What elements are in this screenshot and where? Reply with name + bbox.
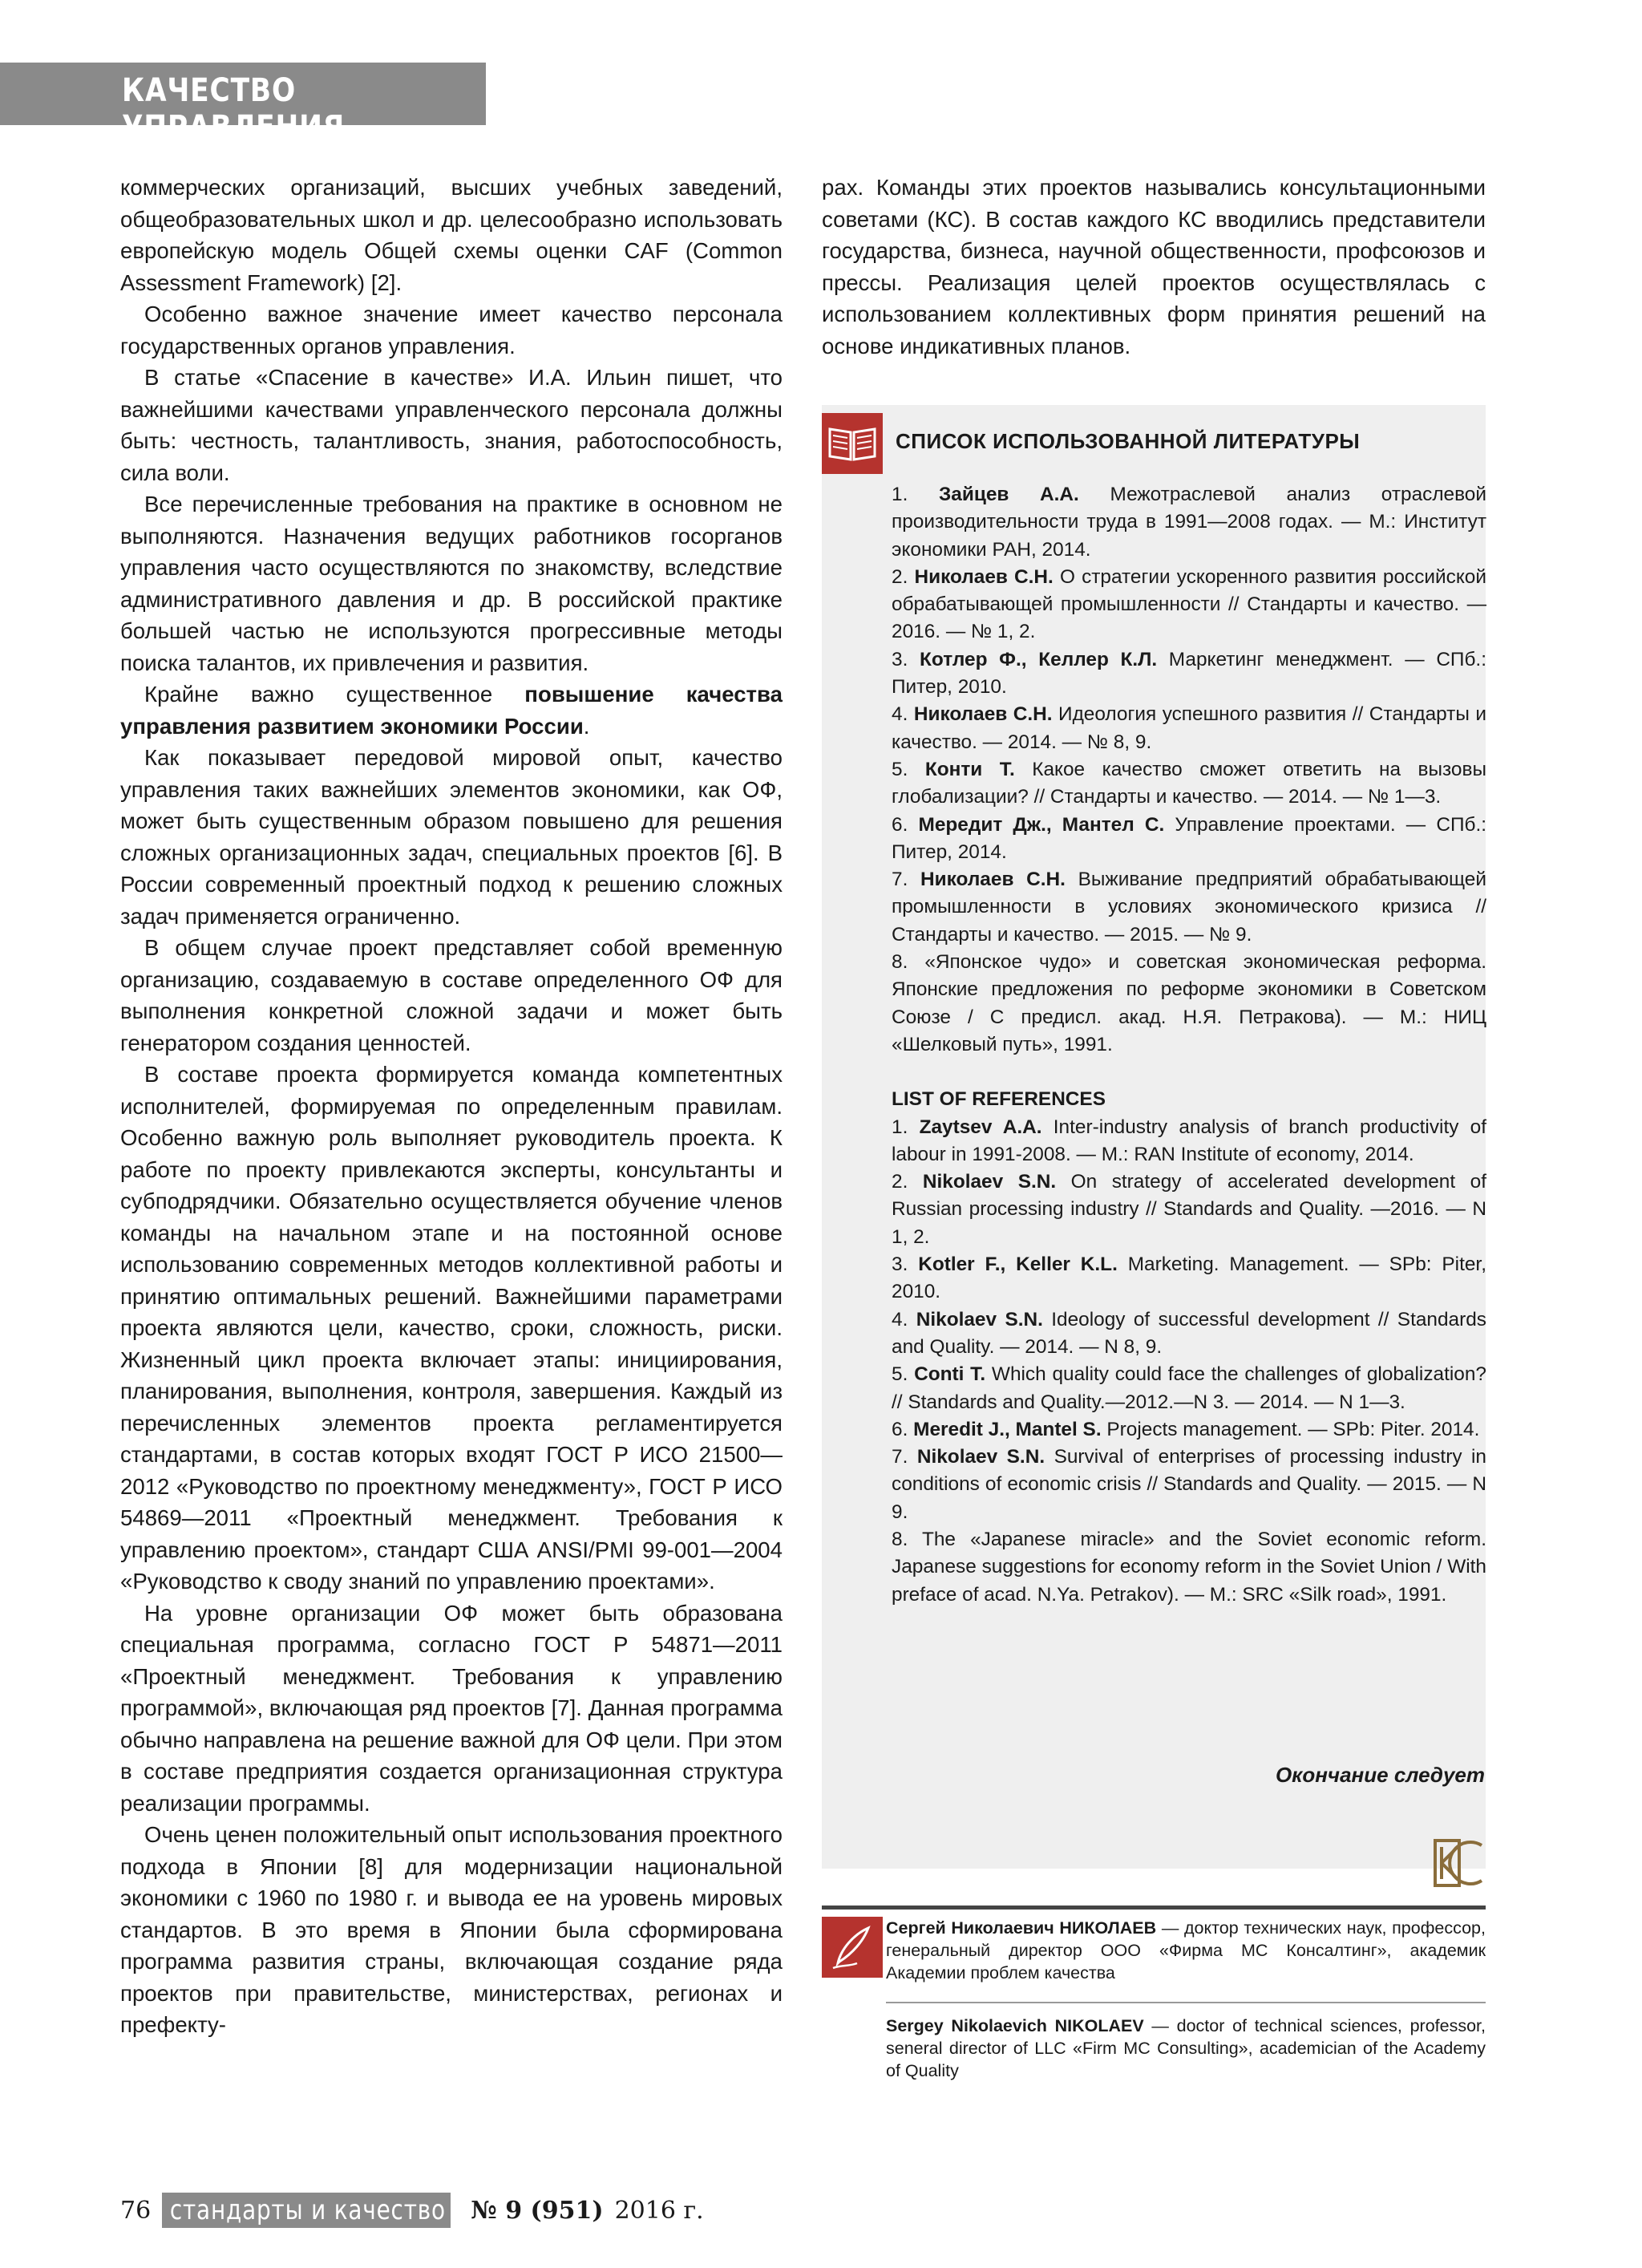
- emphasis: повышение качества управления развитием экономики России: [120, 682, 783, 739]
- reference-item: 7. Nikolaev S.N. Survival of enterprises of processing industry in conditions of economic crisis // Standards and Quality. — 2015. — N 9.: [892, 1446, 1486, 1523]
- author-info-en: Sergey Nikolaevich NIKOLAEV — doctor of technical sciences, professor, seneral director of LLC «Firm MC Consulting», academician of the Academy of Quality: [886, 2016, 1486, 2080]
- paragraph: На уровне организации ОФ может быть образована специальная программа, согласно ГОСТ Р 54871—2011 «Проектный менеджмент. Требования к управлению программой», включающая ряд проектов [7]. Данная программа обычно направлена на решение важной для ОФ цели. При этом в составе предприятия создается организационная структура реализации программы.: [120, 1600, 783, 1816]
- reference-author: Kotler F., Keller K.L.: [918, 1253, 1118, 1276]
- issue-number: № 9 (951): [471, 2196, 604, 2225]
- reference-author: Николаев С.Н.: [914, 565, 1054, 588]
- reference-author: Николаев С.Н.: [920, 869, 1066, 891]
- references-list: [892, 481, 1486, 1609]
- reference-author: Мередит Дж., Мантел С.: [918, 813, 1165, 836]
- divider: [822, 1906, 1486, 1910]
- reference-author: Meredit J., Mantel S.: [913, 1418, 1102, 1440]
- author-name: Сергей Николаевич НИКОЛАЕВ: [886, 1918, 1157, 1938]
- paragraph: Крайне важно существенное повышение качества управления развитием экономики России.: [120, 682, 783, 739]
- reference-item: 2. Николаев С.Н. О стратегии ускоренного развития российской обрабатывающей промышленности // Стандарты и качество. — 2016. — № 1, 2.: [892, 565, 1486, 643]
- pen-icon: [822, 1917, 883, 1978]
- reference-author: Nikolaev S.N.: [916, 1308, 1043, 1330]
- paragraph: коммерческих организаций, высших учебных заведений, общеобразовательных школ и др. целесообразно использовать европейскую модель Общей схемы оценки CAF (Common Assessment Framework) [2].: [120, 175, 783, 295]
- section-header: [0, 63, 486, 146]
- paragraph: В составе проекта формируется команда компетентных исполнителей, формируемая по определенным правилам. Особенно важную роль выполняет руководитель проекта. К работе по проекту привлекаются эксперты, консультанты и субподрядчики. Обязательно осуществляется обучение членов команды на начальном этапе и на постоянной основе использованию современных методов коллективной работы и принятию оптимальных решений. Важнейшими параметрами проекта являются цели, качество, сроки, сложность, риски. Жизненный цикл проекта включает этапы: инициирования, планирования, выполнения, контроля, завершения. Каждый из перечисленных элементов проекта регламентируется стандартами, в состав которых входят ГОСТ Р ИСО 21500—2012 «Руководство по проектному менеджменту», ГОСТ Р ИСО 54869—2011 «Проектный менеджмент. Требования к управлению проектом», стандарт США ANSI/PMI 99-001—2004 «Руководство к своду знаний по управлению проектами».: [120, 1062, 783, 1594]
- references-en-title: LIST OF REFERENCES: [892, 1088, 1106, 1111]
- reference-author: Зайцев А.А.: [939, 484, 1079, 505]
- reference-item: 8. «Японское чудо» и советская экономическая реформа. Японские предложения по реформе экономики в Советском Союзе / С предисл. акад. Н.Я. Петракова). — М.: НИЦ «Шелковый путь», 1991.: [892, 951, 1486, 1055]
- reference-author: Котлер Ф., Келлер К.Л.: [920, 648, 1158, 670]
- reference-item: 5. Conti T. Which quality could face the challenges of globalization? // Standards and Quality.—2012.—N 3. — 2014. — N 1—3.: [892, 1363, 1486, 1413]
- journal-title: стандарты и качество: [162, 2193, 451, 2228]
- reference-author: Николаев С.Н.: [913, 703, 1053, 726]
- page-footer: [120, 2192, 704, 2229]
- reference-author: Zaytsev A.A.: [919, 1116, 1042, 1138]
- author-info-ru: Сергей Николаевич НИКОЛАЕВ — доктор технических наук, профессор, генеральный директор ООО «Фирма МС Консалтинг», академик Академии проблем качества: [886, 1918, 1486, 1982]
- section-title: КАЧЕСТВО УПРАВЛЕНИЯ: [122, 72, 346, 146]
- to-be-continued: Окончание следует: [1275, 1763, 1485, 1787]
- reference-item: 6. Meredit J., Mantel S. Projects management. — SPb: Piter. 2014.: [892, 1418, 1480, 1440]
- reference-item: 4. Nikolaev S.N. Ideology of successful development // Standards and Quality. — 2014. — N 8, 9.: [892, 1308, 1486, 1358]
- paragraph: рах. Команды этих проектов назывались консультационными советами (КС). В состав каждого КС вводились представители государства, бизнеса, научной общественности, профсоюзов и прессы. Реализация целей проектов осуществлялась с использованием коллективных форм принятия решений на основе индикативных планов.: [822, 175, 1486, 358]
- reference-item: 2. Nikolaev S.N. On strategy of accelerated development of Russian processing industry // Standards and Quality. —2016. — N 1, 2.: [892, 1171, 1486, 1248]
- left-column: [120, 172, 783, 2041]
- reference-author: Conti T.: [914, 1363, 986, 1386]
- reference-item: 1. Zaytsev A.A. Inter-industry analysis of branch productivity of labour in 1991-2008. — M.: RAN Institute of economy, 2014.: [892, 1116, 1486, 1165]
- reference-item: 4. Николаев С.Н. Идеология успешного развития // Стандарты и качество. — 2014. — № 8, 9.: [892, 703, 1486, 753]
- paragraph: Очень ценен положительный опыт использования проектного подхода в Японии [8] для модернизации национальной экономики с 1960 по 1980 г. и вывода ее на уровень мировых стандартов. В это время в Японии была сформирована программа развития страны, включающая создание ряда проектов при правительстве, министерствах, регионах и префекту-: [120, 1822, 783, 2037]
- reference-item: 1. Зайцев А.А. Межотраслевой анализ отраслевой производительности труда в 1991—2008 годах. — М.: Институт экономики РАН, 2014.: [892, 484, 1486, 561]
- reference-item: 3. Котлер Ф., Келлер К.Л. Маркетинг менеджмент. — СПб.: Питер, 2010.: [892, 648, 1486, 699]
- paragraph: Особенно важное значение имеет качество персонала государственных органов управления.: [120, 302, 783, 358]
- divider: [886, 2002, 1486, 2003]
- reference-author: Nikolaev S.N.: [922, 1171, 1057, 1193]
- issue-year: 2016 г.: [614, 2196, 704, 2225]
- reference-item: 8. The «Japanese miracle» and the Soviet economic reform. Japanese suggestions for economy reform in the Soviet Union / With preface of acad. N.Ya. Petrakov). — M.: SRC «Silk road», 1991.: [892, 1528, 1486, 1606]
- paragraph: Как показывает передовой мировой опыт, качество управления таких важнейших элементов экономики, как ОФ, может быть существенным образом повышено для решения сложных организационных задач, специальных проектов [6]. В России современный проектный подход к решению сложных задач применяется ограниченно.: [120, 745, 783, 929]
- references-title: СПИСОК ИСПОЛЬЗОВАННОЙ ЛИТЕРАТУРЫ: [896, 429, 1361, 453]
- reference-item: 7. Николаев С.Н. Выживание предприятий обрабатывающей промышленности в условиях экономического кризиса // Стандарты и качество. — 2015. — № 9.: [892, 869, 1486, 946]
- reference-item: 5. Конти Т. Какое качество сможет ответить на вызовы глобализации? // Стандарты и качество. — 2014. — № 1—3.: [892, 758, 1486, 808]
- reference-author: Nikolaev S.N.: [916, 1446, 1045, 1468]
- reference-author: Конти Т.: [924, 758, 1015, 780]
- paragraph: В статье «Спасение в качестве» И.А. Ильин пишет, что важнейшими качествами управленческого персонала должны быть: честность, талантливость, знания, работоспособность, сила воли.: [120, 365, 783, 485]
- reference-item: 3. Kotler F., Keller K.L. Marketing. Management. — SPb: Piter, 2010.: [892, 1253, 1486, 1303]
- book-icon: [822, 413, 883, 474]
- author-name: Sergey Nikolaevich NIKOLAEV: [886, 2016, 1144, 2035]
- paragraph: Все перечисленные требования на практике в основном не выполняются. Назначения ведущих работников госорганов управления часто осуществляются по знакомству, вследствие административного давления и др. В российской практике большей частью не используются прогрессивные методы поиска талантов, их привлечения и развития.: [120, 492, 783, 675]
- right-column: [822, 172, 1486, 362]
- journal-logo-icon: [1430, 1837, 1486, 1889]
- reference-item: 6. Мередит Дж., Мантел С. Управление проектами. — СПб.: Питер, 2014.: [892, 813, 1486, 863]
- page-number: 76: [120, 2196, 152, 2225]
- paragraph: В общем случае проект представляет собой временную организацию, создаваемую в составе определенного ОФ для выполнения конкретной сложной задачи и может быть генератором создания ценностей.: [120, 935, 783, 1055]
